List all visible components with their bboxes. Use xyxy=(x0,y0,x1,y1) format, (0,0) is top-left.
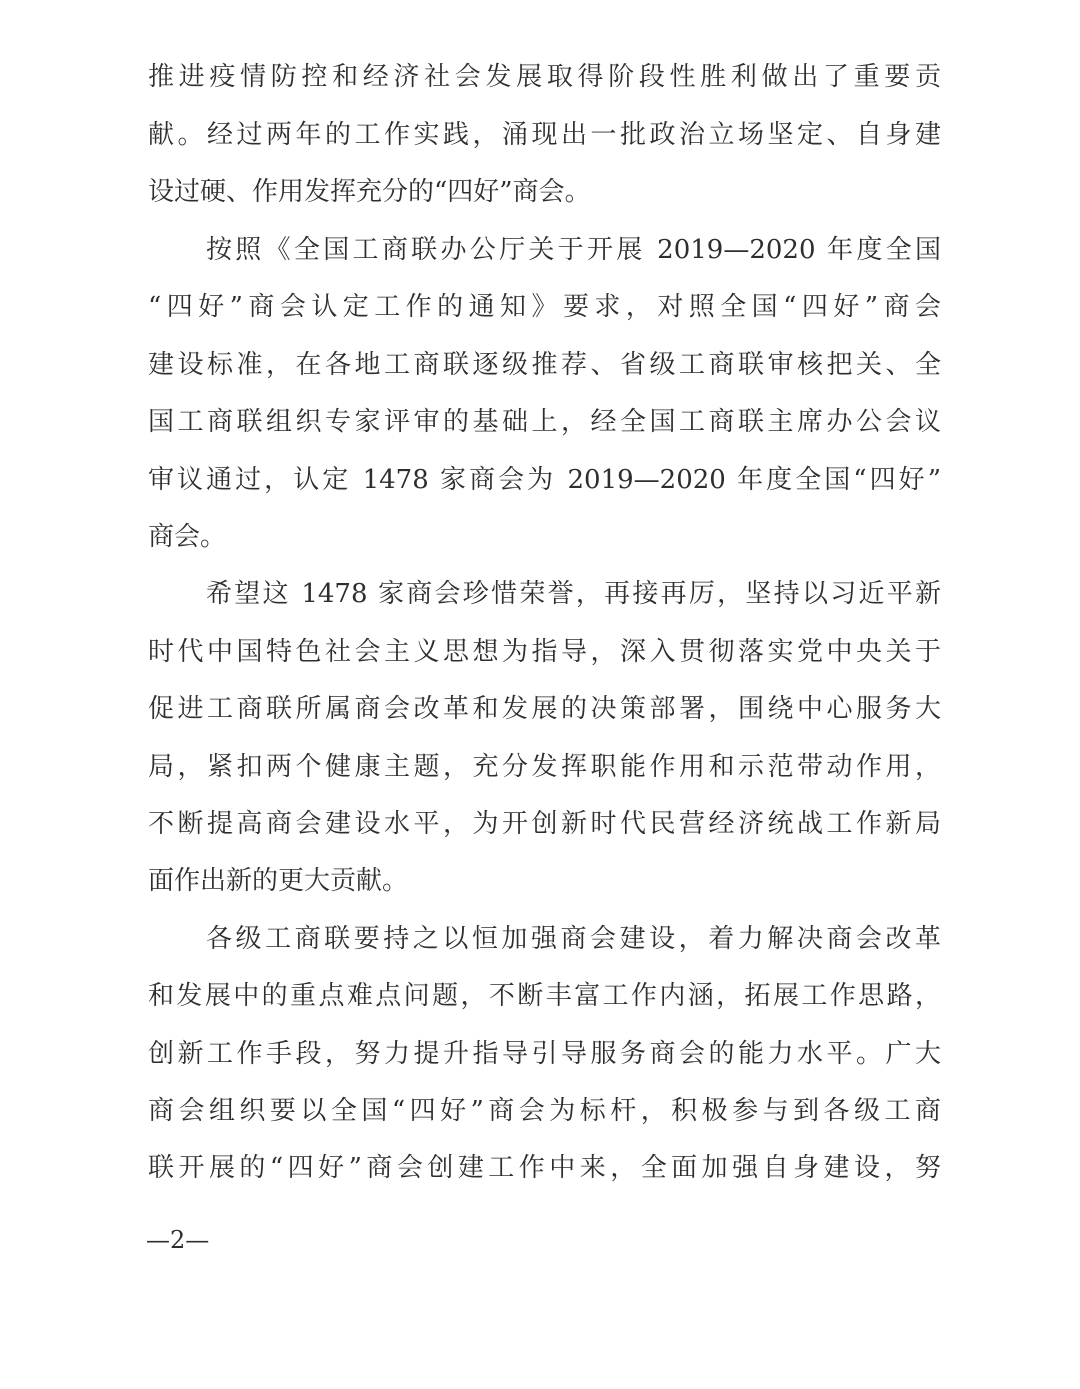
paragraph-4-line-2: 和发展中的重点难点问题，不断丰富工作内涵，拓展工作思路， xyxy=(148,981,941,1011)
paragraph-2-line-3: 建设标准，在各地工商联逐级推荐、省级工商联审核把关、全 xyxy=(148,350,941,380)
paragraph-3-line-3: 促进工商联所属商会改革和发展的决策部署，围绕中心服务大 xyxy=(148,694,941,724)
page-number: —2— xyxy=(146,1226,210,1254)
paragraph-4-line-5: 联开展的“四好”商会创建工作中来，全面加强自身建设，努 xyxy=(148,1153,941,1183)
paragraph-1-line-3: 设过硬、作用发挥充分的“四好”商会。 xyxy=(148,177,591,207)
paragraph-2-line-4: 国工商联组织专家评审的基础上，经全国工商联主席办公会议 xyxy=(148,407,941,437)
paragraph-1-line-1: 推进疫情防控和经济社会发展取得阶段性胜利做出了重要贡 xyxy=(148,62,941,92)
paragraph-3-line-2: 时代中国特色社会主义思想为指导，深入贯彻落实党中央关于 xyxy=(148,637,941,667)
paragraph-1-line-2: 献。经过两年的工作实践，涌现出一批政治立场坚定、自身建 xyxy=(148,120,941,150)
paragraph-4-line-1: 各级工商联要持之以恒加强商会建设，着力解决商会改革 xyxy=(206,924,941,954)
paragraph-2-line-6: 商会。 xyxy=(148,522,227,552)
paragraph-4-line-4: 商会组织要以全国“四好”商会为标杆，积极参与到各级工商 xyxy=(148,1096,941,1126)
paragraph-2-line-2: “四好”商会认定工作的通知》要求，对照全国“四好”商会 xyxy=(148,292,941,322)
paragraph-2-line-5: 审议通过，认定 1478 家商会为 2019—2020 年度全国“四好” xyxy=(148,465,941,495)
paragraph-3-line-5: 不断提高商会建设水平，为开创新时代民营经济统战工作新局 xyxy=(148,809,941,839)
paragraph-2-line-1: 按照《全国工商联办公厅关于开展 2019—2020 年度全国 xyxy=(206,235,941,265)
paragraph-3-line-6: 面作出新的更大贡献。 xyxy=(148,866,409,896)
paragraph-3-line-1: 希望这 1478 家商会珍惜荣誉，再接再厉，坚持以习近平新 xyxy=(206,579,941,609)
paragraph-3-line-4: 局，紧扣两个健康主题，充分发挥职能作用和示范带动作用， xyxy=(148,752,941,782)
paragraph-4-line-3: 创新工作手段，努力提升指导引导服务商会的能力水平。广大 xyxy=(148,1039,941,1069)
